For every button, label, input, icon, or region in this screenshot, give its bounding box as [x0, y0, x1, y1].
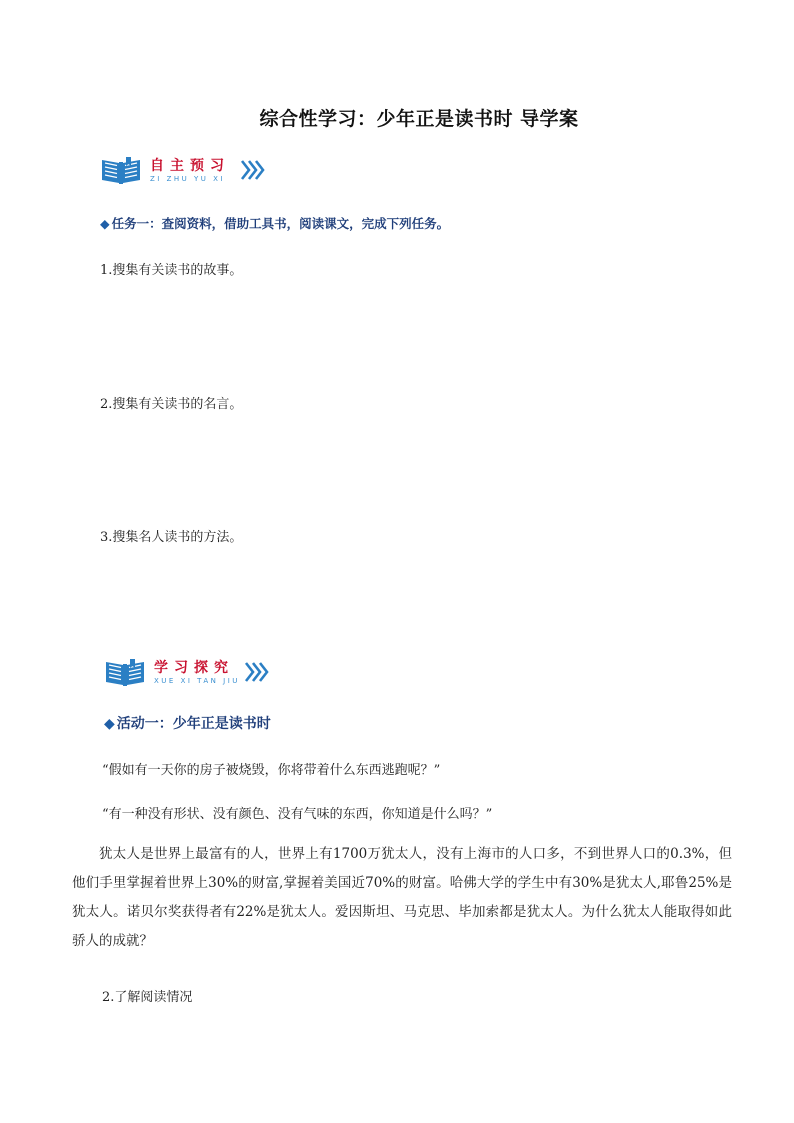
body-paragraph: 犹太人是世界上最富有的人，世界上有1700万犹太人，没有上海市的人口多，不到世界人口的0.3%，但他们手里掌握着世界上30%的财富,掌握着美国近70%的财富。哈佛大学的学生中有30%是犹太人,耶鲁25%是犹太人。诺贝尔奖获得者有22%是犹太人。爱因斯坦、马克思、毕加索都是犹太人。为什么犹太人能取得如此骄人的成就？ [72, 846, 732, 949]
quote-line: “有一种没有形状、没有颜色、没有气味的东西，你知道是什么吗？” [102, 807, 493, 822]
activity-text: 活动一：少年正是读书时 [116, 716, 271, 732]
quote-line: “假如有一天你的房子被烧毁，你将带着什么东西逃跑呢？” [102, 763, 441, 778]
open-book-icon [100, 157, 142, 185]
section-pinyin: XUE XI TAN JIU [154, 677, 240, 685]
diamond-bullet-icon: ◆ [104, 716, 115, 732]
list-item: 2.了解阅读情况 [102, 990, 193, 1005]
section-label: 学习探究 [154, 660, 234, 676]
triple-chevron-icon [244, 661, 270, 683]
page-title: 综合性学习：少年正是读书时 导学案 [259, 108, 579, 130]
open-book-icon [104, 659, 146, 687]
diamond-bullet-icon: ◆ [100, 216, 110, 231]
list-item: 1.搜集有关读书的故事。 [100, 263, 243, 278]
list-item: 3.搜集名人读书的方法。 [100, 530, 243, 545]
section-pinyin: ZI ZHU YU XI [150, 175, 225, 183]
activity-heading [104, 713, 271, 733]
section-header-self-study [100, 155, 280, 189]
triple-chevron-icon [240, 159, 266, 181]
list-item: 2.搜集有关读书的名言。 [100, 397, 243, 412]
task-heading [100, 214, 449, 232]
section-label: 自主预习 [150, 158, 230, 174]
section-header-inquiry [104, 657, 284, 691]
task-text: 任务一：查阅资料，借助工具书，阅读课文，完成下列任务。 [111, 216, 450, 231]
